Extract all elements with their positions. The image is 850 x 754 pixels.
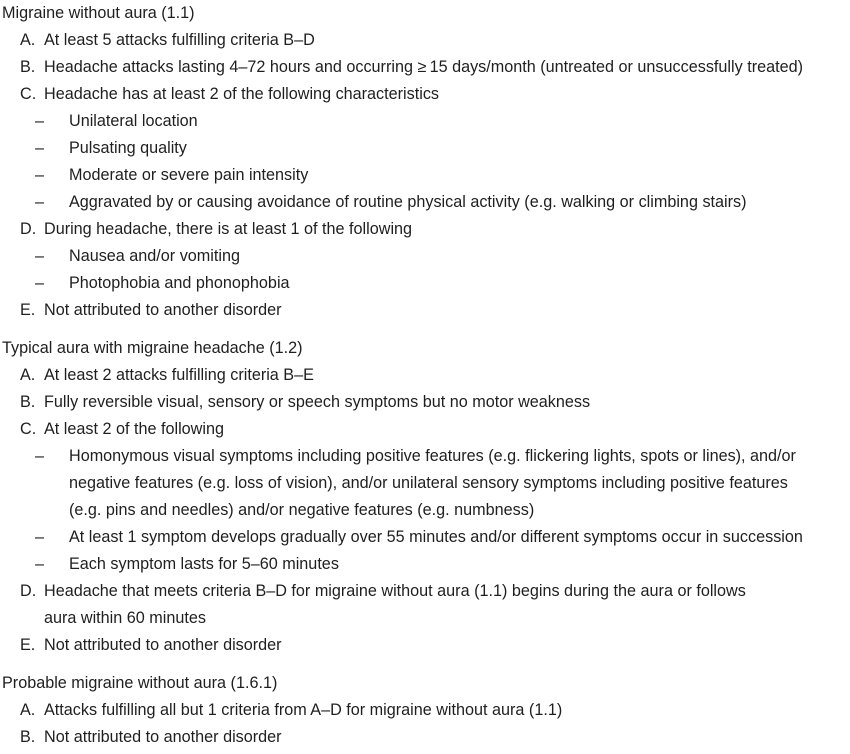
criterion-b [0, 724, 850, 751]
dash-bullet: – [35, 247, 45, 265]
criterion-e [0, 632, 850, 659]
section-migraine-without-aura [0, 0, 850, 324]
criterion-letter: B. [20, 58, 36, 76]
criterion-text: Headache has at least 2 of the following characteristics [44, 85, 440, 103]
dash-bullet: – [35, 112, 45, 130]
criterion-letter: A. [20, 701, 36, 719]
section-title: Typical aura with migraine headache (1.2) [2, 339, 303, 357]
criterion-c [0, 416, 850, 443]
sub-item-text [69, 443, 850, 524]
criterion-letter: A. [20, 31, 36, 49]
sub-item-text: Moderate or severe pain intensity [69, 166, 309, 184]
dash-bullet: – [35, 193, 45, 211]
criterion-line: aura within 60 minutes [44, 609, 206, 627]
section-probable-migraine [0, 670, 850, 751]
section-gap [0, 659, 850, 670]
criterion-text: During headache, there is at least 1 of the following [44, 220, 413, 238]
dash-bullet: – [35, 166, 45, 184]
criterion-text: At least 2 of the following [44, 420, 224, 438]
criterion-a [0, 362, 850, 389]
criterion-text: Fully reversible visual, sensory or speech symptoms but no motor weakness [44, 393, 591, 411]
criterion-text: Not attributed to another disorder [44, 301, 282, 319]
sub-item-text: Aggravated by or causing avoidance of routine physical activity (e.g. walking or climbing stairs) [69, 193, 747, 211]
criterion-b [0, 389, 850, 416]
criterion-letter: D. [20, 220, 37, 238]
section-gap [0, 324, 850, 335]
dash-bullet: – [35, 274, 45, 292]
sub-item [0, 270, 850, 297]
criterion-text: Not attributed to another disorder [44, 728, 282, 746]
criterion-text: At least 5 attacks fulfilling criteria B–D [44, 31, 315, 49]
criterion-c [0, 81, 850, 108]
criterion-letter: A. [20, 366, 36, 384]
dash-bullet: – [35, 139, 45, 157]
criterion-d [0, 578, 850, 632]
sub-item-text: At least 1 symptom develops gradually over 55 minutes and/or different symptoms occur in succession [69, 528, 803, 546]
sub-item [0, 551, 850, 578]
sub-item-text: Unilateral location [69, 112, 198, 130]
sub-item-text: Nausea and/or vomiting [69, 247, 240, 265]
sub-item-text: Each symptom lasts for 5–60 minutes [69, 555, 339, 573]
section-typical-aura [0, 335, 850, 659]
criterion-b [0, 54, 850, 81]
dash-bullet: – [35, 447, 45, 465]
criterion-e [0, 297, 850, 324]
criterion-text: Headache attacks lasting 4–72 hours and occurring ≥ 15 days/month (untreated or unsuccessfully treated) [44, 58, 803, 76]
dash-bullet: – [35, 555, 45, 573]
dash-bullet: – [35, 528, 45, 546]
criterion-d [0, 216, 850, 243]
sub-item-line: Homonymous visual symptoms including positive features (e.g. flickering lights, spots or lines), and/or [69, 447, 796, 465]
criterion-text: Not attributed to another disorder [44, 636, 282, 654]
criterion-a [0, 697, 850, 724]
criterion-line: Headache that meets criteria B–D for migraine without aura (1.1) begins during the aura or follows [44, 582, 746, 600]
criterion-text [44, 578, 850, 632]
sub-item-line: (e.g. pins and needles) and/or negative features (e.g. numbness) [69, 501, 535, 519]
criterion-letter: C. [20, 85, 37, 103]
sub-item [0, 524, 850, 551]
section-title: Migraine without aura (1.1) [2, 4, 195, 22]
sub-item-text: Pulsating quality [69, 139, 187, 157]
sub-item [0, 108, 850, 135]
criterion-text: Attacks fulfilling all but 1 criteria from A–D for migraine without aura (1.1) [44, 701, 563, 719]
criterion-letter: B. [20, 728, 36, 746]
criterion-a [0, 27, 850, 54]
criterion-letter: E. [20, 636, 36, 654]
criterion-letter: B. [20, 393, 36, 411]
sub-item [0, 162, 850, 189]
sub-item-text: Photophobia and phonophobia [69, 274, 290, 292]
sub-item-line: negative features (e.g. loss of vision), and/or unilateral sensory symptoms including positive features [69, 474, 788, 492]
sub-item [0, 443, 850, 524]
sub-item [0, 189, 850, 216]
criterion-letter: D. [20, 582, 37, 600]
criterion-text: At least 2 attacks fulfilling criteria B–E [44, 366, 314, 384]
sub-item [0, 135, 850, 162]
section-title: Probable migraine without aura (1.6.1) [2, 674, 278, 692]
sub-item [0, 243, 850, 270]
criterion-letter: E. [20, 301, 36, 319]
criterion-letter: C. [20, 420, 37, 438]
